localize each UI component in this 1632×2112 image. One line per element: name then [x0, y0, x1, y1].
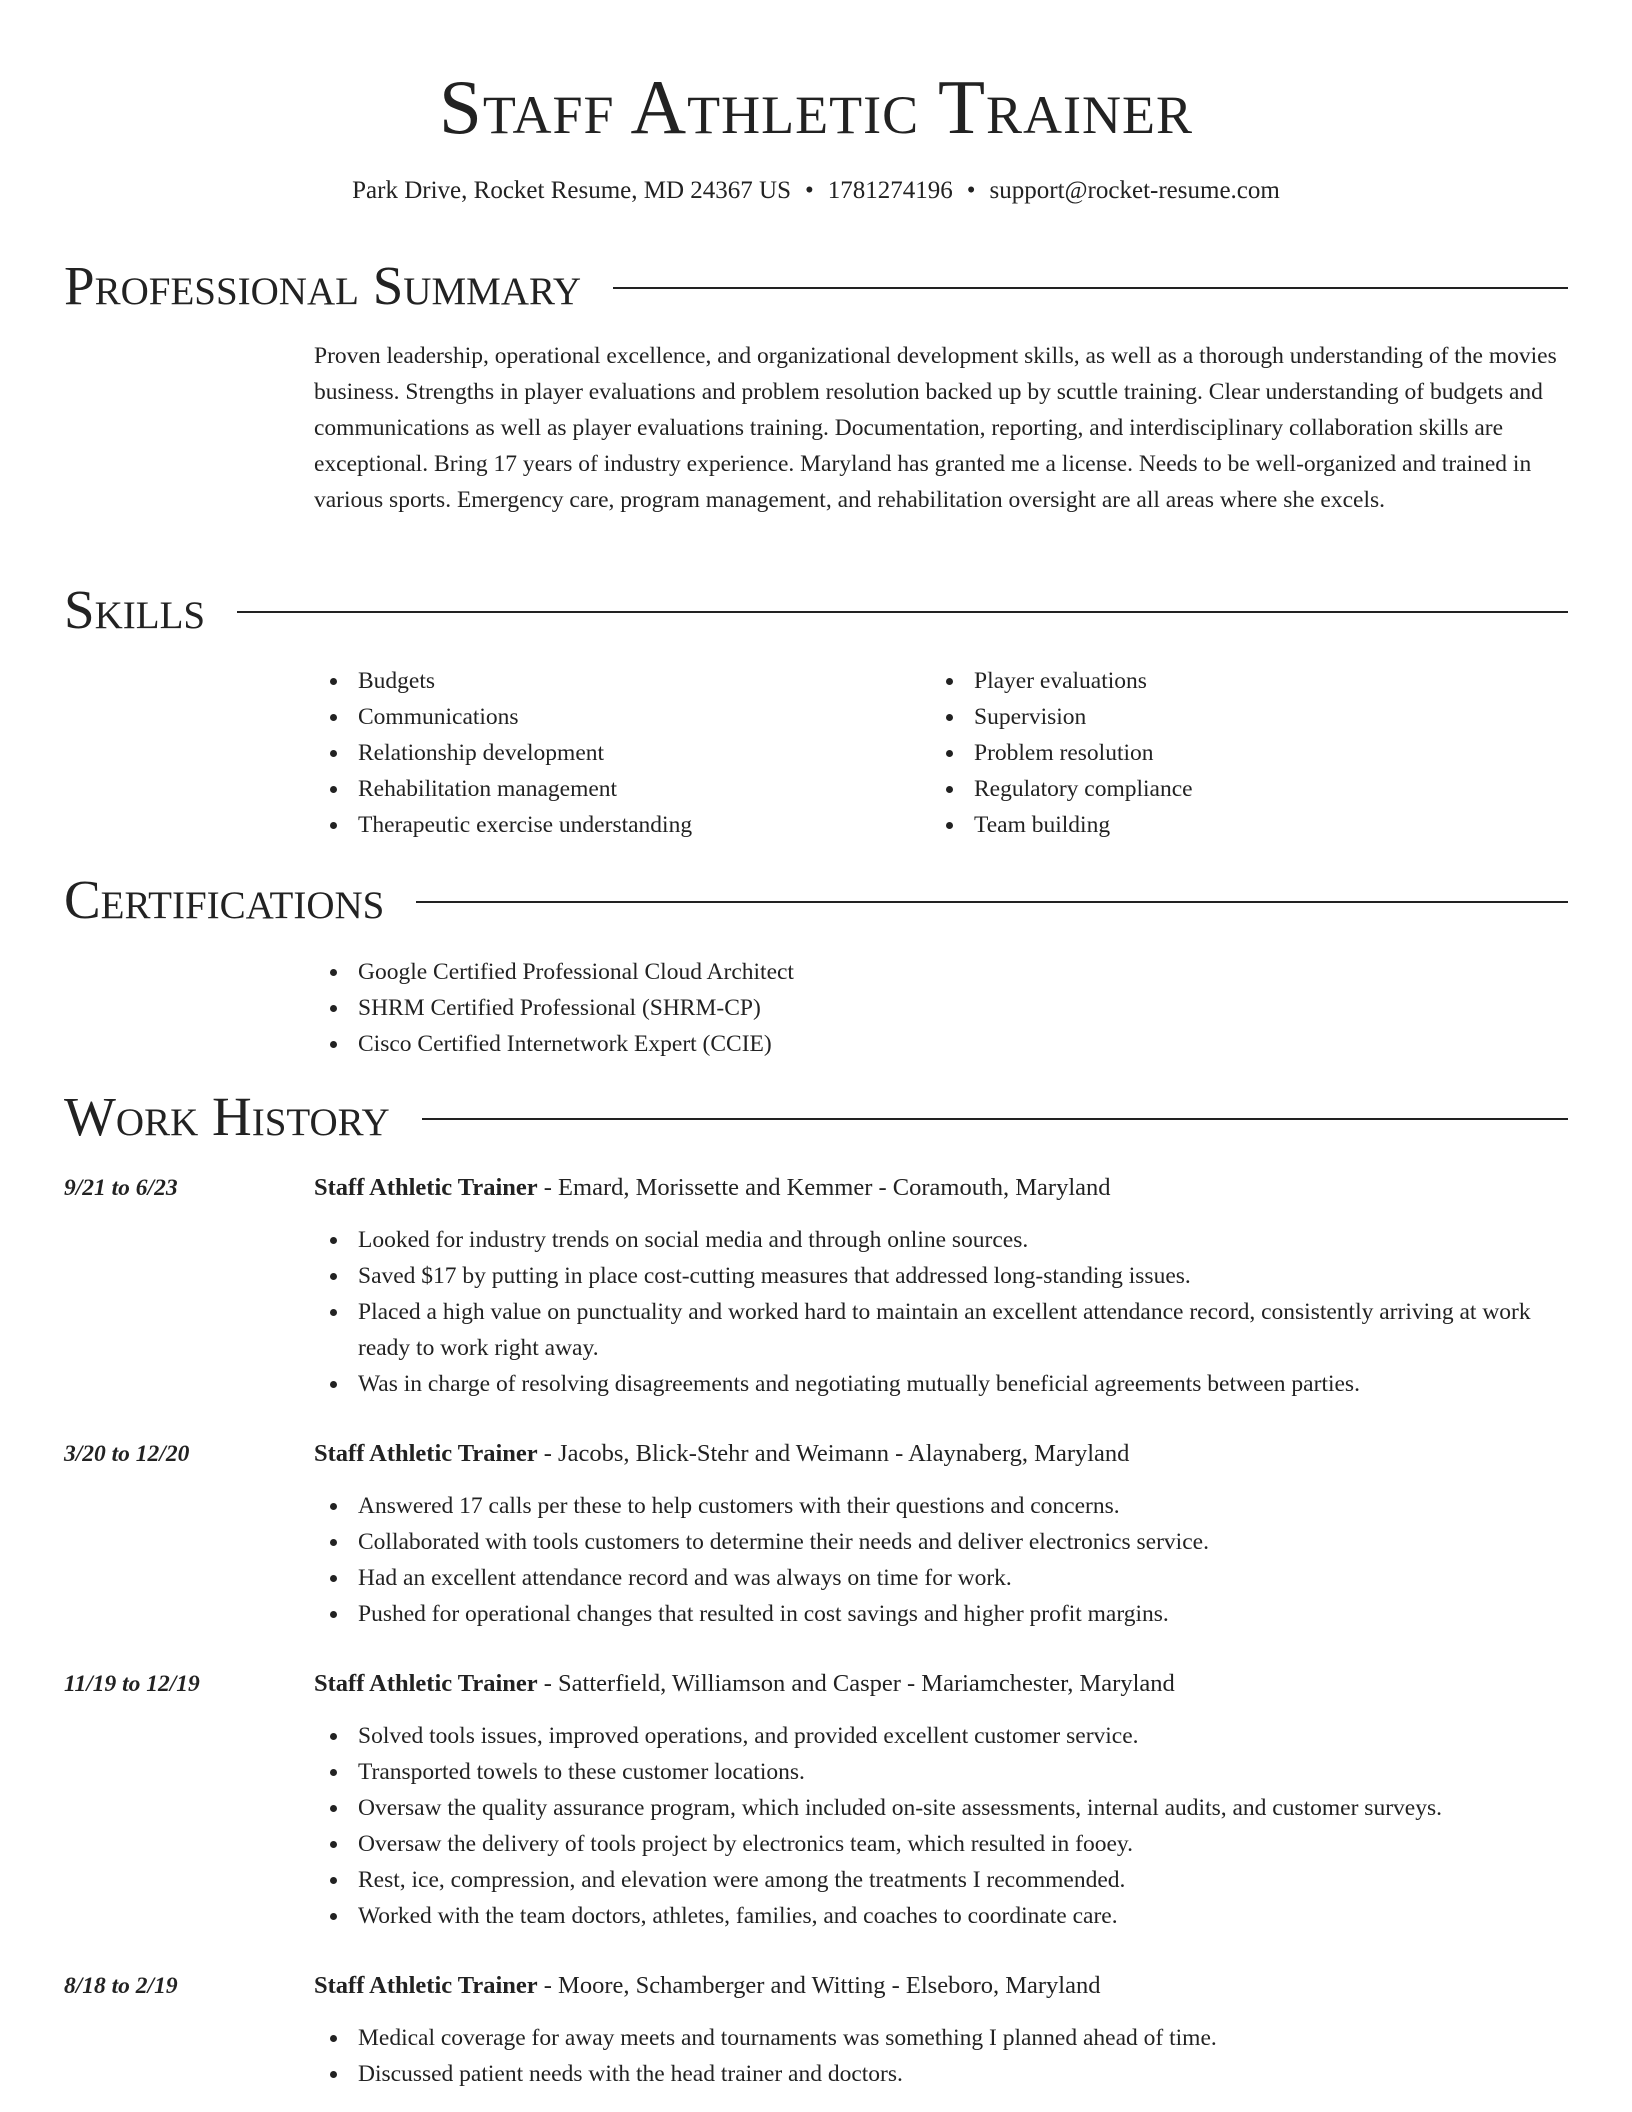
job-duties-list: [314, 1488, 1568, 1632]
resume-name: Staff Athletic Trainer: [439, 64, 1193, 150]
skills-section-header: [64, 580, 1568, 640]
job-duty-item: Placed a high value on punctuality and worked hard to maintain an excellent attendance record, consistently arriving at work ready to work right away.: [314, 1294, 1568, 1366]
job-duty-item: Oversaw the delivery of tools project by electronics team, which resulted in fooey.: [314, 1826, 1568, 1862]
job-duty-item: Had an excellent attendance record and was always on time for work.: [314, 1560, 1568, 1596]
job-title: Staff Athletic Trainer: [314, 1174, 538, 1201]
section-divider: [416, 901, 1568, 903]
job-duty-item: Worked with the team doctors, athletes, families, and coaches to coordinate care.: [314, 1898, 1568, 1934]
skill-item: Player evaluations: [930, 663, 1490, 699]
job-duty-item: Transported towels to these customer locations.: [314, 1754, 1568, 1790]
contact-separator: •: [966, 177, 976, 204]
job-duties-list: [314, 1718, 1568, 1934]
job-duty-item: Pushed for operational changes that resulted in cost savings and higher profit margins.: [314, 1596, 1568, 1632]
contact-address: Park Drive, Rocket Resume, MD 24367 US: [352, 177, 791, 204]
job-duty-item: Medical coverage for away meets and tournaments was something I planned ahead of time.: [314, 2020, 1568, 2056]
summary-heading: Professional Summary: [64, 255, 582, 316]
job-duty-item: Looked for industry trends on social media and through online sources.: [314, 1222, 1568, 1258]
job-employer-location: - Moore, Schamberger and Witting - Elseboro, Maryland: [537, 1972, 1101, 1999]
skill-item: Relationship development: [314, 735, 874, 771]
job-employer-location: - Emard, Morissette and Kemmer - Coramouth, Maryland: [537, 1174, 1111, 1201]
job-duties-list: [314, 2020, 1568, 2092]
skill-item: Supervision: [930, 699, 1490, 735]
job-duty-item: Was in charge of resolving disagreements and negotiating mutually beneficial agreements between parties.: [314, 1366, 1568, 1402]
job-header: [314, 1436, 1568, 1472]
job-duty-item: Saved $17 by putting in place cost-cutting measures that addressed long-standing issues.: [314, 1258, 1568, 1294]
job-duty-item: Collaborated with tools customers to determine their needs and deliver electronics service.: [314, 1524, 1568, 1560]
job-employer-location: - Jacobs, Blick-Stehr and Weimann - Alaynaberg, Maryland: [537, 1440, 1130, 1467]
job-duty-item: Discussed patient needs with the head trainer and doctors.: [314, 2056, 1568, 2092]
job-duties-list: [314, 1222, 1568, 1402]
skills-list-right: [930, 663, 1490, 843]
skill-item: Therapeutic exercise understanding: [314, 807, 874, 843]
job-dates: 3/20 to 12/20: [64, 1441, 190, 1467]
job-header: [314, 1968, 1568, 2004]
job-dates: 8/18 to 2/19: [64, 1973, 178, 1999]
contact-line: [0, 174, 1632, 208]
certification-item: Google Certified Professional Cloud Architect: [314, 954, 1314, 990]
certification-item: SHRM Certified Professional (SHRM-CP): [314, 990, 1314, 1026]
skills-list-left: [314, 663, 874, 843]
skill-item: Team building: [930, 807, 1490, 843]
job-dates: 11/19 to 12/19: [64, 1671, 200, 1697]
contact-phone: 1781274196: [827, 177, 953, 204]
certification-item: Cisco Certified Internetwork Expert (CCIE): [314, 1026, 1314, 1062]
job-header: [314, 1170, 1568, 1206]
job-dates: 9/21 to 6/23: [64, 1175, 178, 1201]
section-divider: [613, 287, 1568, 289]
skill-item: Communications: [314, 699, 874, 735]
work-history-heading: Work History: [64, 1086, 390, 1147]
job-duty-item: Answered 17 calls per these to help customers with their questions and concerns.: [314, 1488, 1568, 1524]
job-duty-item: Oversaw the quality assurance program, which included on-site assessments, internal audits, and customer surveys.: [314, 1790, 1568, 1826]
job-title: Staff Athletic Trainer: [314, 1670, 538, 1697]
summary-text: Proven leadership, operational excellence, and organizational development skills, as well as a thorough understanding of the movies business. Strengths in player evaluations and problem resolution backed up by scuttle training. Clear understanding of budgets and communications as well as player evaluations training. Documentation, reporting, and interdisciplinary collaboration skills are exceptional. Bring 17 years of industry experience. Maryland has granted me a license. Needs to be well-organized and trained in various sports. Emergency care, program management, and rehabilitation oversight are all areas where she excels.: [314, 343, 1557, 513]
contact-separator: •: [805, 177, 814, 204]
contact-email[interactable]: support@rocket-resume.com: [989, 177, 1280, 204]
certifications-section-header: [64, 870, 1568, 930]
summary-section-header: [64, 256, 1568, 316]
job-duty-item: Solved tools issues, improved operations, and provided excellent customer service.: [314, 1718, 1568, 1754]
skill-item: Budgets: [314, 663, 874, 699]
skill-item: Rehabilitation management: [314, 771, 874, 807]
section-divider: [422, 1118, 1568, 1120]
job-duty-item: Rest, ice, compression, and elevation were among the treatments I recommended.: [314, 1862, 1568, 1898]
skill-item: Problem resolution: [930, 735, 1490, 771]
certifications-heading: Certifications: [64, 869, 385, 930]
job-title: Staff Athletic Trainer: [314, 1972, 538, 1999]
work-history-section-header: [64, 1087, 1568, 1147]
job-employer-location: - Satterfield, Williamson and Casper - Mariamchester, Maryland: [537, 1670, 1175, 1697]
skills-heading: Skills: [64, 579, 206, 640]
certifications-list: [314, 954, 1314, 1062]
job-title: Staff Athletic Trainer: [314, 1440, 538, 1467]
section-divider: [237, 611, 1568, 613]
skill-item: Regulatory compliance: [930, 771, 1490, 807]
job-header: [314, 1666, 1568, 1702]
